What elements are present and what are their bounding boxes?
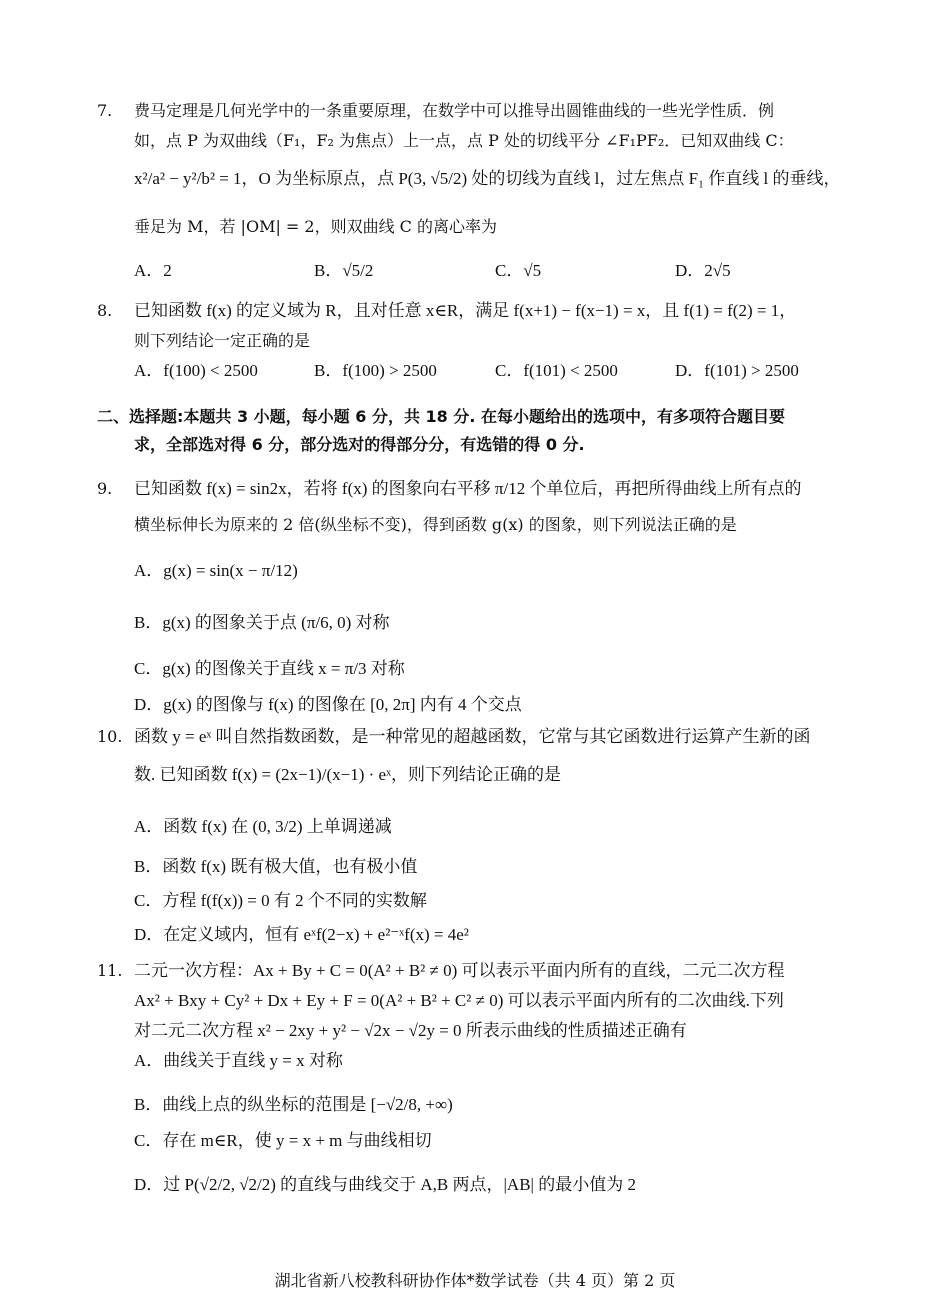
q8-option-b: B．f(100) > 2500: [314, 361, 437, 380]
q9-line-1: 已知函数 f(x) = sin2x，若将 f(x) 的图象向右平移 π/12 个单位后，再把所得曲线上所有点的: [134, 479, 802, 498]
q10-option-b: B．函数 f(x) 既有极大值，也有极小值: [134, 857, 418, 876]
q8-number: 8.: [97, 301, 113, 320]
q9-option-c: C．g(x) 的图像关于直线 x = π/3 对称: [134, 659, 405, 678]
section-2-heading-line-2: 求，全部选对得 6 分，部分选对的得部分分，有选错的得 0 分.: [134, 435, 585, 454]
q9-number: 9.: [97, 479, 113, 498]
q10-option-c: C．方程 f(f(x)) = 0 有 2 个不同的实数解: [134, 891, 427, 910]
q7-number: 7.: [97, 101, 113, 120]
q11-line-1: 二元一次方程：Ax + By + C = 0(A² + B² ≠ 0) 可以表示平面内所有的直线，二元二次方程: [134, 961, 785, 980]
q9-line-2: 横坐标伸长为原来的 2 倍(纵坐标不变)，得到函数 g(x) 的图象，则下列说法正确的是: [134, 515, 737, 534]
q10-option-d: D．在定义域内，恒有 eˣf(2−x) + e²⁻ˣf(x) = 4e²: [134, 925, 469, 944]
q8-line-2: 则下列结论一定正确的是: [134, 331, 311, 350]
q8-option-c: C．f(101) < 2500: [495, 361, 618, 380]
q8-option-a: A．f(100) < 2500: [134, 361, 258, 380]
q7-line-3: x²/a² − y²/b² = 1，O 为坐标原点，点 P(3, √5/2) 处的切线为直线 l，过左焦点 F₁ 作直线 l 的垂线，: [134, 169, 841, 188]
q7-option-d: D．2√5: [675, 261, 731, 280]
q10-number: 10.: [97, 727, 123, 746]
q8-option-d: D．f(101) > 2500: [675, 361, 799, 380]
q9-option-b: B．g(x) 的图象关于点 (π/6, 0) 对称: [134, 613, 390, 632]
q10-line-1: 函数 y = eˣ 叫自然指数函数，是一种常见的超越函数，它常与其它函数进行运算产生新的函: [134, 727, 811, 746]
q11-number: 11.: [97, 961, 123, 980]
section-2-heading-line-1: 二、选择题:本题共 3 小题，每小题 6 分，共 18 分. 在每小题给出的选项中，有多项符合题目要: [97, 407, 786, 426]
q7-option-c: C．√5: [495, 261, 542, 280]
q9-option-d: D．g(x) 的图像与 f(x) 的图像在 [0, 2π] 内有 4 个交点: [134, 695, 522, 714]
q11-option-a: A．曲线关于直线 y = x 对称: [134, 1051, 343, 1070]
q10-option-a: A．函数 f(x) 在 (0, 3/2) 上单调递减: [134, 817, 392, 836]
q7-line-2: 如，点 P 为双曲线（F₁，F₂ 为焦点）上一点，点 P 处的切线平分 ∠F₁PF₂．已知双曲线 C：: [134, 131, 794, 150]
q7-line-4: 垂足为 M，若 |OM| = 2，则双曲线 C 的离心率为: [134, 217, 498, 236]
q8-line-1: 已知函数 f(x) 的定义域为 R，且对任意 x∈R，满足 f(x+1) − f(x−1) = x，且 f(1) = f(2) = 1，: [134, 301, 797, 320]
q10-line-2: 数. 已知函数 f(x) = (2x−1)/(x−1) · eˣ，则下列结论正确的是: [134, 765, 561, 784]
q7-option-b: B．√5/2: [314, 261, 374, 280]
q11-option-d: D．过 P(√2/2, √2/2) 的直线与曲线交于 A,B 两点，|AB| 的最小值为 2: [134, 1175, 636, 1194]
q11-option-b: B．曲线上点的纵坐标的范围是 [−√2/8, +∞): [134, 1095, 453, 1114]
q11-line-2: Ax² + Bxy + Cy² + Dx + Ey + F = 0(A² + B² + C² ≠ 0) 可以表示平面内所有的二次曲线.下列: [134, 991, 784, 1010]
q11-line-3: 对二元二次方程 x² − 2xy + y² − √2x − √2y = 0 所表示曲线的性质描述正确有: [134, 1021, 687, 1040]
q9-option-a: A．g(x) = sin(x − π/12): [134, 561, 298, 580]
page-footer: 湖北省新八校教科研协作体*数学试卷（共 4 页）第 2 页: [274, 1271, 676, 1290]
q7-option-a: A．2: [134, 261, 172, 280]
q7-line-1: 费马定理是几何光学中的一条重要原理，在数学中可以推导出圆锥曲线的一些光学性质．例: [134, 101, 775, 120]
q11-option-c: C．存在 m∈R，使 y = x + m 与曲线相切: [134, 1131, 432, 1150]
